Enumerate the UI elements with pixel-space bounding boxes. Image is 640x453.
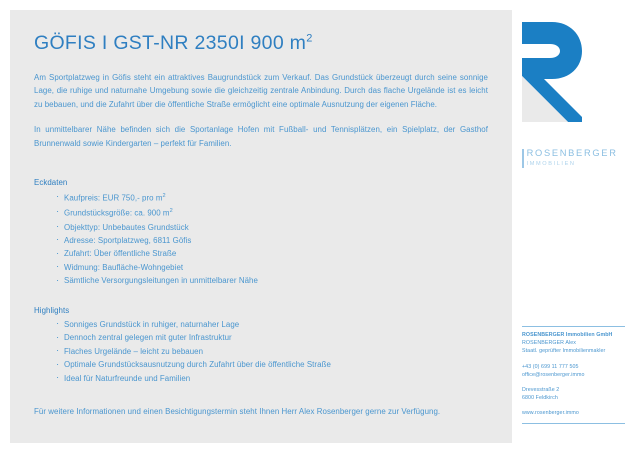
divider-bottom: [522, 423, 625, 424]
spacer: [522, 402, 632, 409]
highlights-item: [56, 345, 488, 358]
highlights-item: [56, 372, 488, 385]
eckdaten-item-label: Grundstücksgröße: ca. 900 m: [64, 209, 170, 219]
eckdaten-item: [56, 234, 488, 247]
rosenberger-r-logo-icon: [522, 22, 584, 122]
eckdaten-item-label: Kaufpreis: EUR 750,- pro m: [64, 194, 163, 204]
wordmark-company: ROSENBERGER: [526, 148, 618, 158]
highlights-item-label: Ideal für Naturfreunde und Familien: [64, 373, 191, 383]
eckdaten-item: [56, 247, 488, 260]
highlights-list: [34, 318, 488, 385]
closing-paragraph: Für weitere Informationen und einen Besichtigungstermin steht Ihnen Herr Alex Rosenberger gerne zur Verfügung.: [34, 406, 441, 416]
spacer: [34, 385, 488, 401]
contact-street: Drevesstraße 2: [522, 387, 560, 394]
highlights-item-label: Optimale Grundstücksausnutzung durch Zufahrt über die öffentliche Straße: [64, 360, 331, 370]
spacer: [34, 162, 488, 176]
highlights-heading: Highlights: [34, 305, 70, 315]
contact-reach: [522, 363, 632, 379]
highlights-item-label: Flaches Urgelände – leicht zu bebauen: [64, 346, 204, 356]
eckdaten-item: [56, 205, 488, 220]
contact-role: Staatl. geprüfter Immobilienmakler: [522, 348, 606, 355]
eckdaten-heading: Eckdaten: [34, 178, 68, 188]
contact-website[interactable]: www.rosenberger.immo: [522, 410, 579, 417]
wordmark-text: [527, 148, 618, 169]
page-title-superscript: 2: [306, 32, 313, 45]
content-panel: [10, 10, 512, 443]
eckdaten-item: [56, 274, 488, 287]
spacer: [522, 356, 632, 363]
highlights-item: [56, 331, 488, 344]
eckdaten-list: [34, 190, 488, 287]
eckdaten-item-label: Sämtliche Versorgungsleitungen in unmittelbarer Nähe: [64, 276, 258, 286]
eckdaten-item-label: Zufahrt: Über öffentliche Straße: [64, 249, 177, 259]
contact-phone[interactable]: +43 (0) 699 11 777 505: [522, 363, 579, 370]
highlights-item-label: Sonniges Grundstück in ruhiger, naturnaher Lage: [64, 319, 240, 329]
spacer: [522, 379, 632, 386]
page-title: [34, 32, 488, 55]
highlights-item-label: Dennoch zentral gelegen mit guter Infrastruktur: [64, 333, 232, 343]
eckdaten-item-label: Adresse: Sportplatzweg, 6811 Göfis: [64, 235, 192, 245]
highlights-item: [56, 358, 488, 371]
intro-paragraph: Am Sportplatzweg in Göfis steht ein attraktives Baugrundstück zum Verkauf. Das Grundstück überzeugt durch seine sonnige Lage, die ruhige und naturnahe Umgebung sowie die gleichzeitig zentrale Anbindung. Durch das flache Urgelände ist es leicht zu bebauen, und die Zufahrt über die öffentliche Straße ermöglicht eine optimale Ausnutzung der eigenen Fläche.: [34, 73, 488, 109]
contact-block: [522, 326, 632, 424]
eckdaten-item-label: Widmung: Baufläche-Wohngebiet: [64, 262, 184, 272]
contact-company: ROSENBERGER Immobilien GmbH: [522, 332, 613, 338]
eckdaten-item-label: Objekttyp: Unbebautes Grundstück: [64, 222, 189, 232]
eckdaten-item: [56, 221, 488, 234]
eckdaten-item-superscript: 2: [169, 208, 173, 215]
page-title-text: GÖFIS I GST-NR 2350I 900 m: [34, 32, 307, 54]
eckdaten-item: [56, 190, 488, 205]
contact-person: ROSENBERGER Alex: [522, 340, 576, 347]
contact-email[interactable]: office@rosenberger.immo: [522, 371, 585, 378]
wordmark-tagline: IMMOBILIEN: [526, 161, 576, 167]
highlights-item: [56, 318, 488, 331]
contact-city: 6800 Feldkirch: [522, 395, 558, 402]
wordmark-bar-icon: [522, 149, 524, 168]
spacer: [34, 288, 488, 304]
contact-identity: [522, 327, 632, 356]
contact-address: [522, 386, 632, 402]
location-paragraph: In unmittelbarer Nähe befinden sich die Sportanlage Hofen mit Fußball- und Tennisplätzen, ein Spielplatz, der Gasthof Brunnenwald sowie Kindergarten – perfekt für Familien.: [34, 125, 488, 148]
wordmark: [522, 148, 630, 169]
eckdaten-item: [56, 261, 488, 274]
eckdaten-item-superscript: 2: [162, 193, 166, 200]
